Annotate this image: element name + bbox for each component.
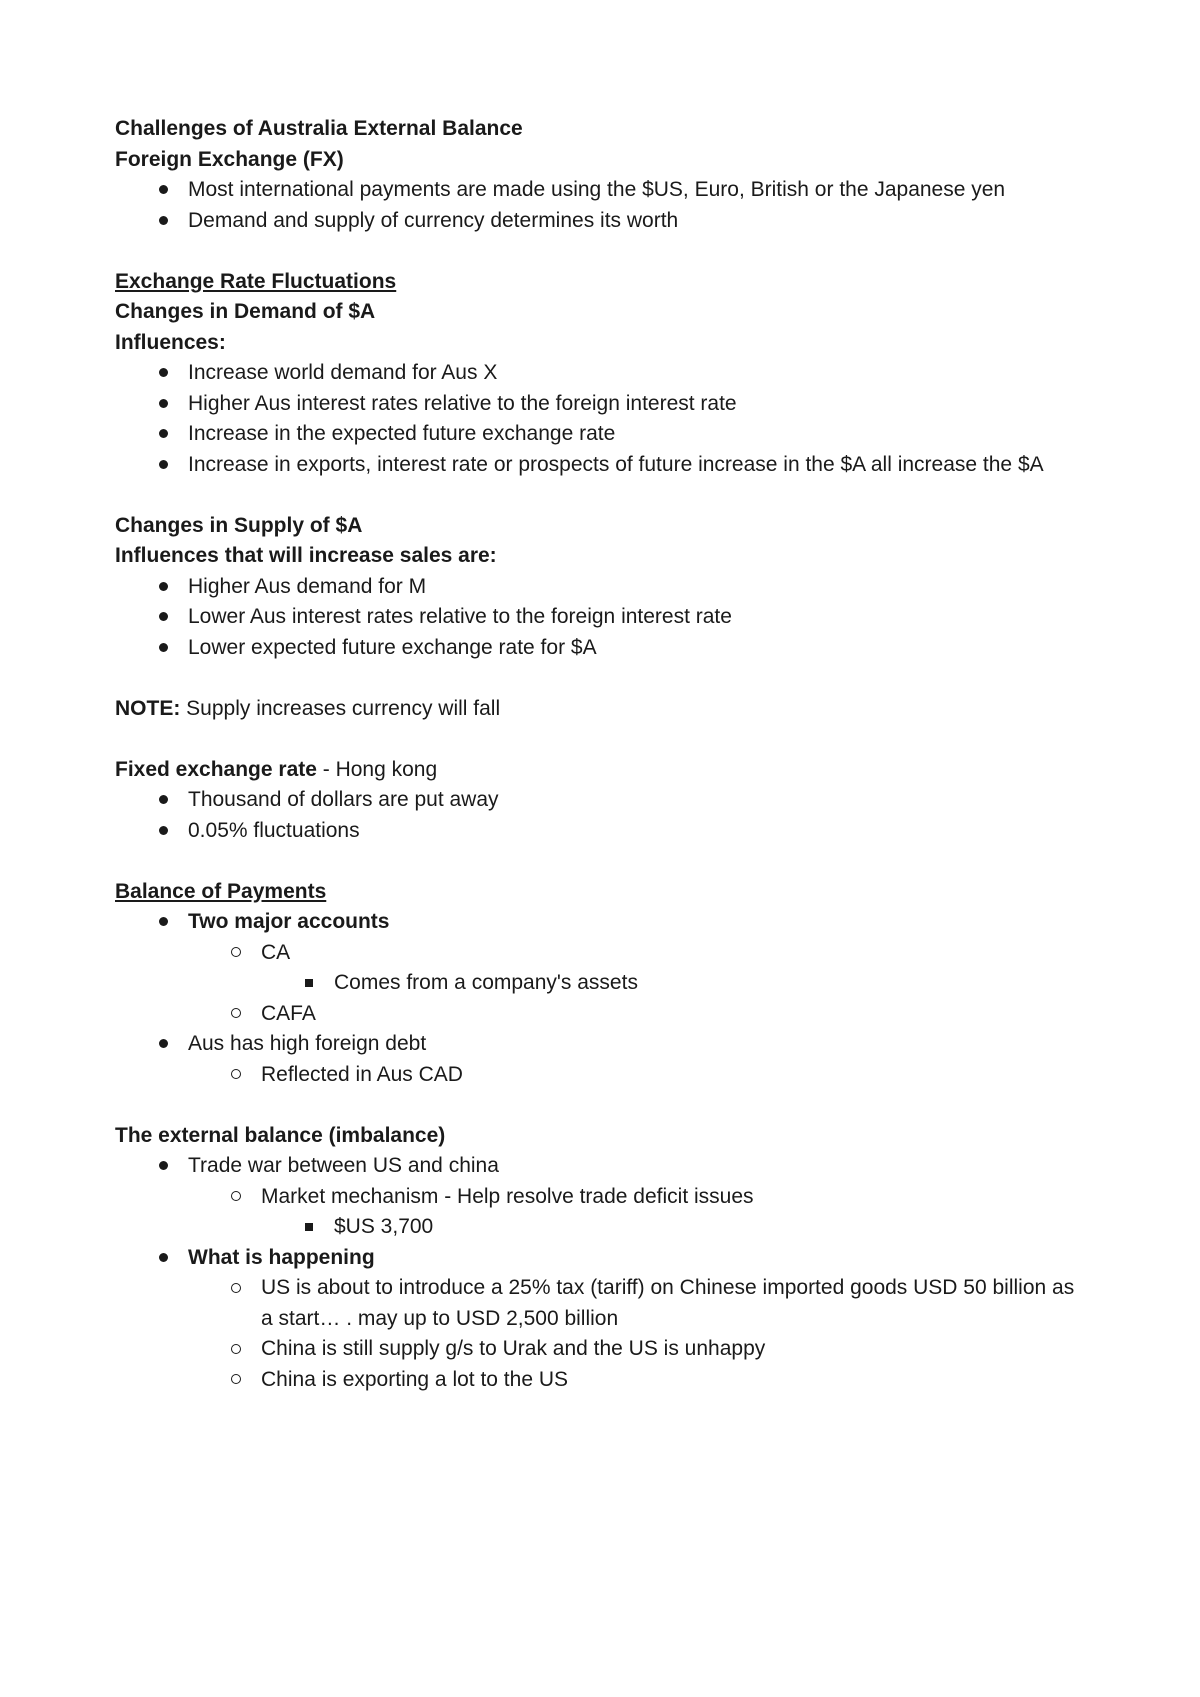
note-line	[115, 694, 1075, 725]
list-item: $US 3,700	[115, 1212, 1075, 1243]
fixed-line	[115, 755, 1075, 786]
list-item: Lower expected future exchange rate for $A	[115, 633, 1075, 664]
bop-heading: Balance of Payments	[115, 879, 327, 903]
external-heading: The external balance (imbalance)	[115, 1123, 446, 1147]
list-item: Demand and supply of currency determines its worth	[115, 206, 1075, 237]
bullet-dot-icon	[153, 602, 173, 633]
supply-list	[115, 572, 1075, 664]
demand-list	[115, 358, 1075, 480]
note-text: Supply increases currency will fall	[180, 696, 501, 720]
list-item: 0.05% fluctuations	[115, 816, 1075, 847]
external-list	[115, 1151, 1075, 1395]
fixed-list	[115, 785, 1075, 846]
bullet-square-icon	[299, 968, 319, 999]
list-item: China is still supply g/s to Urak and the US is unhappy	[115, 1334, 1075, 1365]
document-body	[115, 114, 1075, 1395]
list-item: Higher Aus demand for M	[115, 572, 1075, 603]
supply-heading: Changes in Supply of $A	[115, 513, 363, 537]
erf-heading: Exchange Rate Fluctuations	[115, 269, 397, 293]
list-item: China is exporting a lot to the US	[115, 1365, 1075, 1396]
list-item: US is about to introduce a 25% tax (tariff) on Chinese imported goods USD 50 billion as a start… . may up to USD 2,500 billion	[115, 1273, 1075, 1334]
bullet-dot-icon	[153, 1243, 173, 1274]
list-item: Higher Aus interest rates relative to the foreign interest rate	[115, 389, 1075, 420]
bullet-dot-icon	[153, 389, 173, 420]
list-item: Reflected in Aus CAD	[115, 1060, 1075, 1091]
bullet-dot-icon	[153, 206, 173, 237]
demand-heading: Changes in Demand of $A	[115, 300, 376, 323]
list-item: Market mechanism - Help resolve trade deficit issues	[115, 1182, 1075, 1213]
bullet-ring-icon	[226, 999, 246, 1030]
bullet-dot-icon	[153, 358, 173, 389]
bullet-ring-icon	[226, 938, 246, 969]
list-item: Increase in the expected future exchange rate	[115, 419, 1075, 450]
list-item: Increase in exports, interest rate or prospects of future increase in the $A all increase the $A	[115, 450, 1075, 481]
bullet-dot-icon	[153, 450, 173, 481]
list-item: Aus has high foreign debt	[115, 1029, 1075, 1060]
document-title: Challenges of Australia External Balance	[115, 117, 523, 140]
bullet-dot-icon	[153, 633, 173, 664]
list-item: Comes from a company's assets	[115, 968, 1075, 999]
fixed-text: - Hong kong	[316, 757, 438, 781]
bullet-dot-icon	[153, 572, 173, 603]
bullet-dot-icon	[153, 785, 173, 816]
supply-influences-label: Influences that will increase sales are:	[115, 544, 497, 567]
influences-label: Influences:	[115, 330, 226, 354]
list-item: Lower Aus interest rates relative to the foreign interest rate	[115, 602, 1075, 633]
bullet-dot-icon	[153, 1029, 173, 1060]
list-item: CAFA	[115, 999, 1075, 1030]
fx-heading: Foreign Exchange (FX)	[115, 147, 344, 171]
bullet-dot-icon	[153, 816, 173, 847]
bullet-ring-icon	[226, 1060, 246, 1091]
fx-list	[115, 175, 1075, 236]
note-label: NOTE:	[115, 696, 181, 720]
list-item: What is happening	[115, 1243, 1075, 1274]
bullet-square-icon	[299, 1212, 319, 1243]
list-item: Two major accounts	[115, 907, 1075, 938]
bullet-ring-icon	[226, 1273, 246, 1304]
bullet-dot-icon	[153, 907, 173, 938]
bullet-ring-icon	[226, 1365, 246, 1396]
bullet-dot-icon	[153, 1151, 173, 1182]
bullet-dot-icon	[153, 419, 173, 450]
bullet-ring-icon	[226, 1334, 246, 1365]
bullet-dot-icon	[153, 175, 173, 206]
list-item: Trade war between US and china	[115, 1151, 1075, 1182]
fixed-label: Fixed exchange rate	[115, 757, 317, 781]
list-item: Thousand of dollars are put away	[115, 785, 1075, 816]
list-item: Increase world demand for Aus X	[115, 358, 1075, 389]
list-item: CA	[115, 938, 1075, 969]
bullet-ring-icon	[226, 1182, 246, 1213]
list-item: Most international payments are made using the $US, Euro, British or the Japanese yen	[115, 175, 1075, 206]
bop-list	[115, 907, 1075, 1090]
